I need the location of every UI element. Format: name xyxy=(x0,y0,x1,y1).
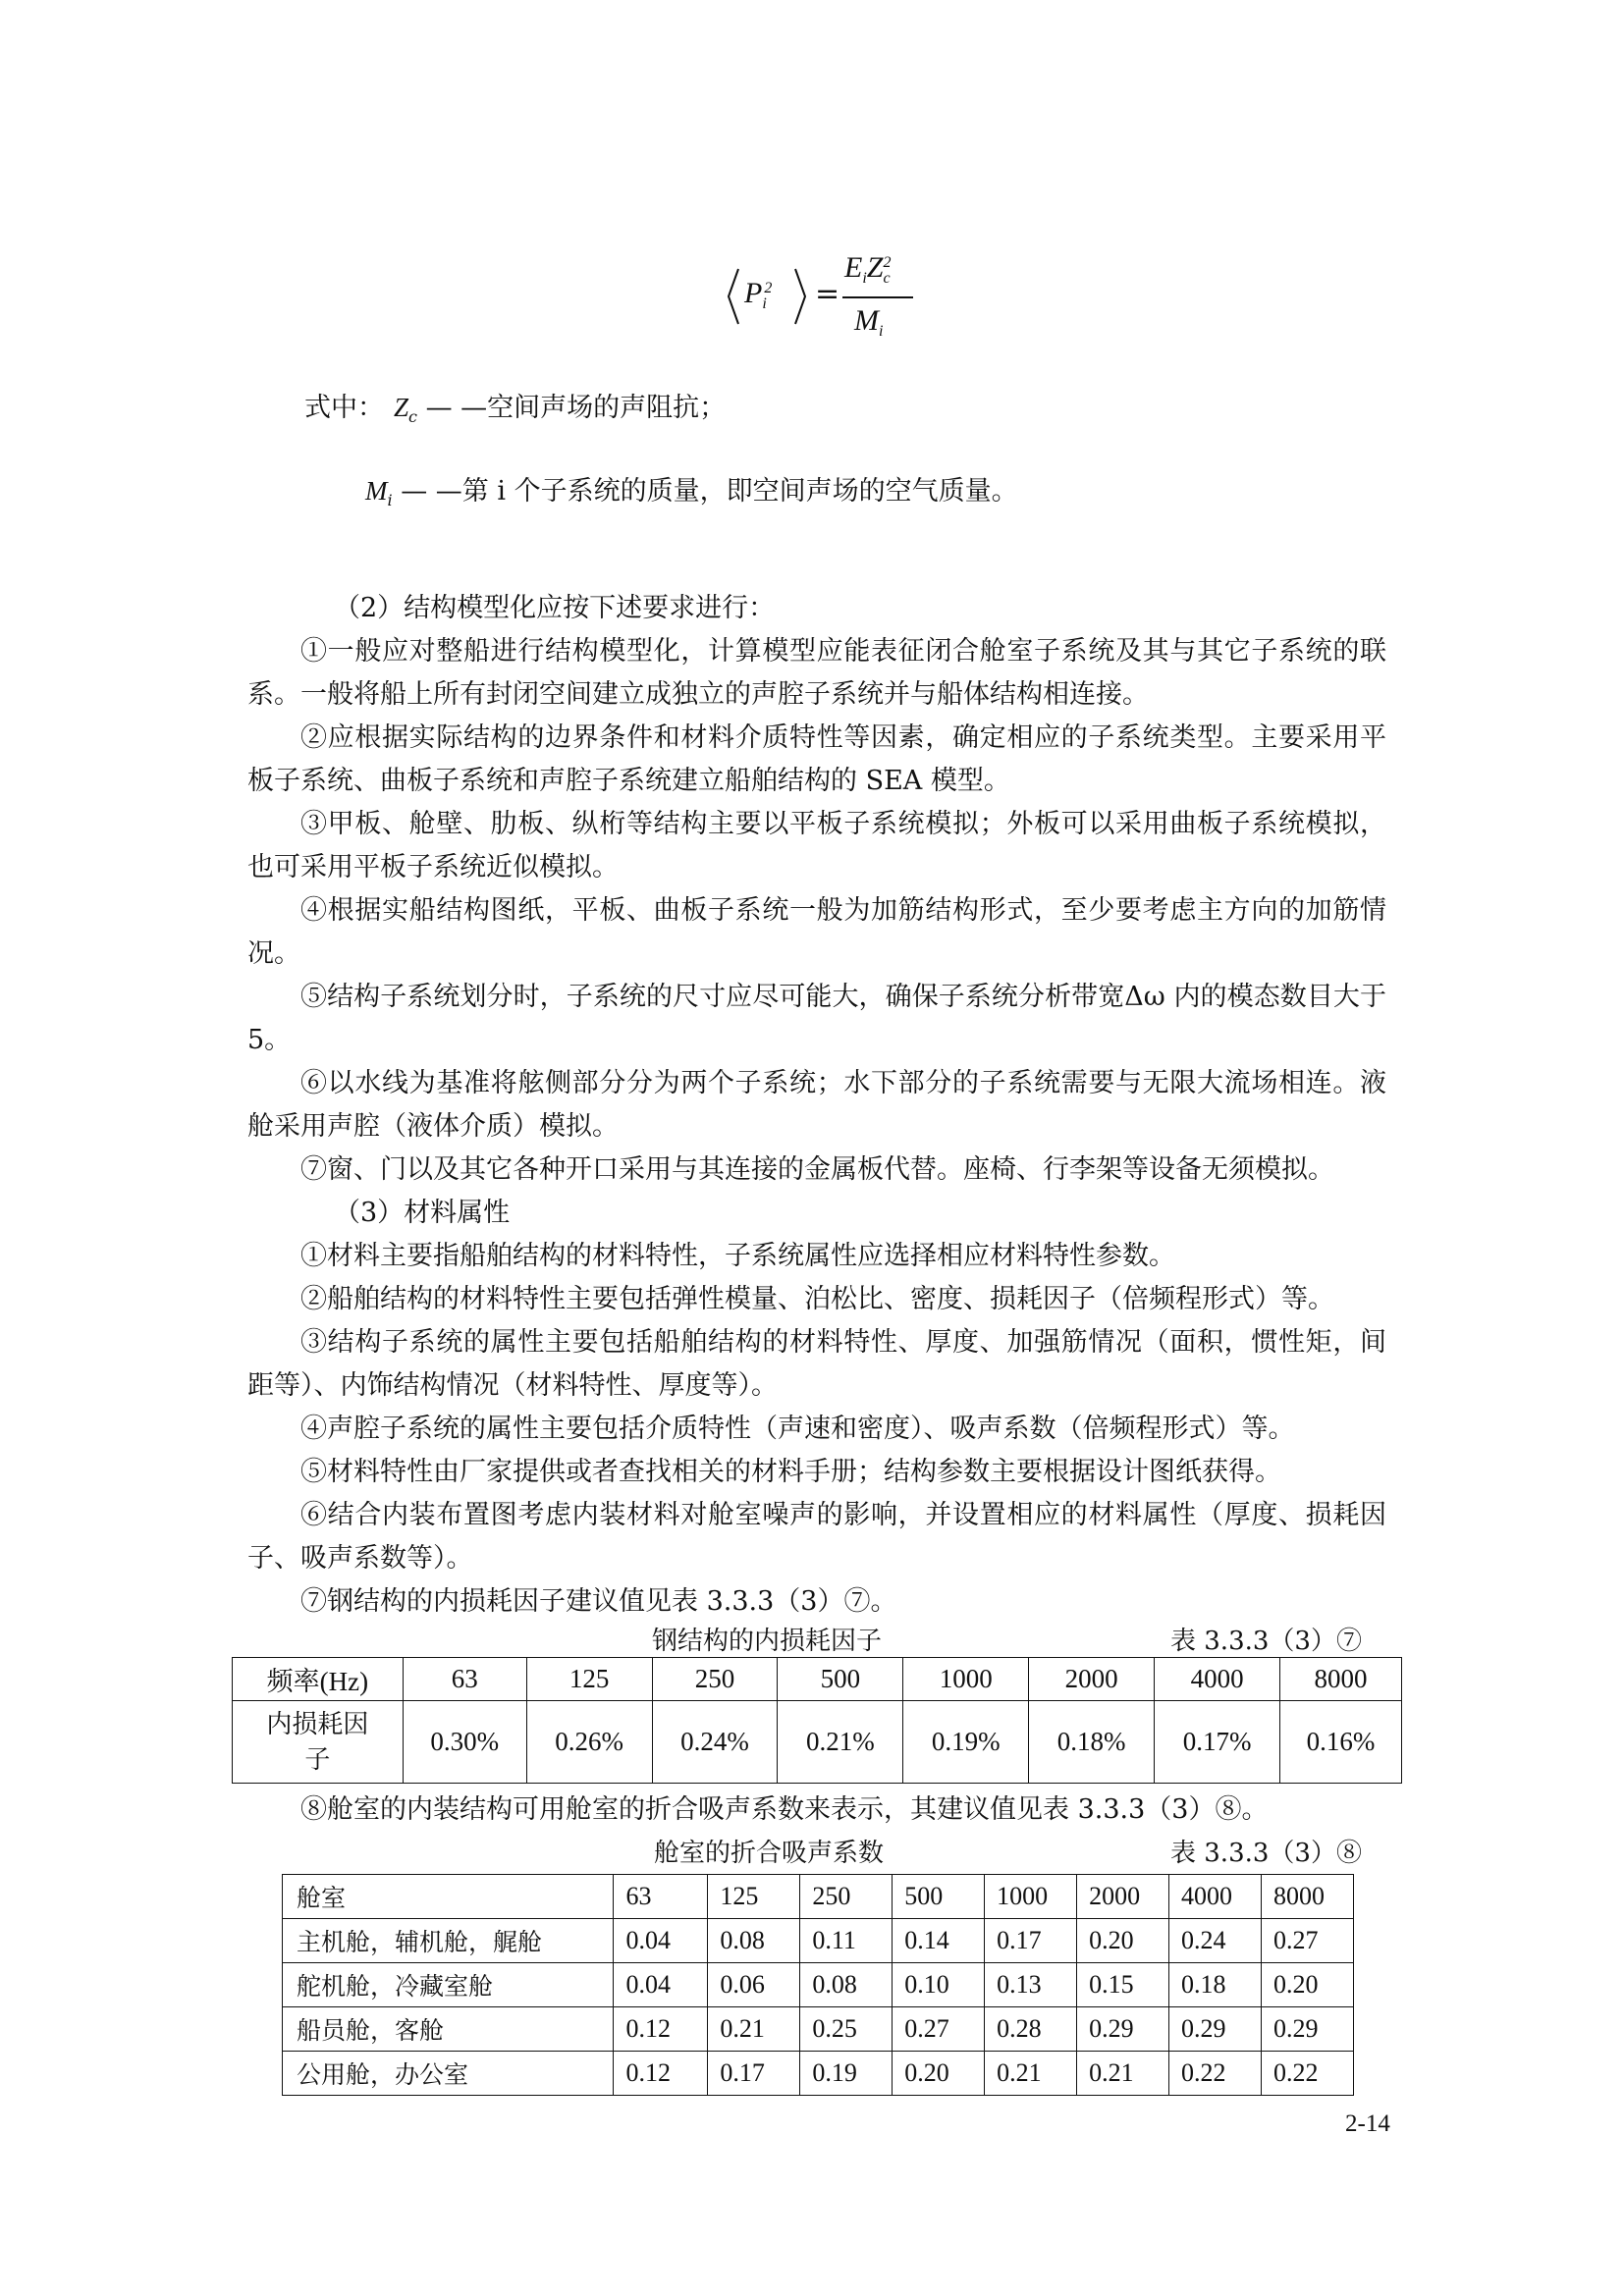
table-absorption xyxy=(282,1874,1354,2096)
section3-item-6: ⑥结合内装布置图考虑内装材料对舱室噪声的影响，并设置相应的材料属性（厚度、损耗因子、吸声系数等）。 xyxy=(247,1500,1386,1574)
page-number: 2-14 xyxy=(1345,2110,1390,2137)
section3-item-5: ⑤材料特性由厂家提供或者查找相关的材料手册；结构参数主要根据设计图纸获得。 xyxy=(300,1457,1281,1487)
table1-cell: 0.26% xyxy=(526,1701,652,1784)
table2-row xyxy=(283,1963,1354,2007)
table2-cell: 0.18 xyxy=(1169,1963,1262,2007)
section3-item-8: ⑧舱室的内装结构可用舱室的折合吸声系数来表示，其建议值见表 3.3.3（3）⑧。 xyxy=(300,1794,1269,1825)
table1-header-cell: 4000 xyxy=(1155,1658,1280,1701)
section2-item-3: ③甲板、舱壁、肋板、纵桁等结构主要以平板子系统模拟；外板可以采用曲板子系统模拟，也可采用平板子系统近似模拟。 xyxy=(247,809,1386,882)
table2-row-label: 船员舱，客舱 xyxy=(283,2007,614,2052)
definition-mi: $M_i$ — —第 i 个子系统的质量，即空间声场的空气质量。 xyxy=(365,476,1018,509)
table2-row-label: 舵机舱，冷藏室舱 xyxy=(283,1963,614,2007)
table1-header-cell: 63 xyxy=(403,1658,526,1701)
fraction-bar xyxy=(842,296,913,298)
table2-header-cell: 2000 xyxy=(1077,1875,1169,1919)
section2-item-1: ①一般应对整船进行结构模型化，计算模型应能表征闭合舱室子系统及其与其它子系统的联系。一般将船上所有封闭空间建立成独立的声腔子系统并与船体结构相连接。 xyxy=(247,636,1386,710)
table1-cell: 0.30% xyxy=(403,1701,526,1784)
table2-cell: 0.24 xyxy=(1169,1919,1262,1963)
table2-cell: 0.19 xyxy=(800,2052,893,2096)
table2-cell: 0.04 xyxy=(614,1919,708,1963)
section2-item-7: ⑦窗、门以及其它各种开口采用与其连接的金属板代替。座椅、行李架等设备无须模拟。 xyxy=(300,1154,1334,1185)
table1-cell: 0.16% xyxy=(1280,1701,1402,1784)
table2-header-cell: 舱室 xyxy=(283,1875,614,1919)
table2-header-cell: 1000 xyxy=(985,1875,1077,1919)
table2-cell: 0.27 xyxy=(1261,1919,1353,1963)
table2-cell: 0.12 xyxy=(614,2007,708,2052)
table2-header-cell: 8000 xyxy=(1261,1875,1353,1919)
table-loss-factor xyxy=(232,1657,1402,1784)
table2-header-cell: 63 xyxy=(614,1875,708,1919)
right-angle-bracket xyxy=(793,267,807,326)
table1-header-row xyxy=(233,1658,1402,1701)
table1-cell: 0.17% xyxy=(1155,1701,1280,1784)
table2-cell: 0.14 xyxy=(893,1919,985,1963)
table2-header-row xyxy=(283,1875,1354,1919)
table2-cell: 0.22 xyxy=(1169,2052,1262,2096)
table1-title: 钢结构的内损耗因子 xyxy=(652,1627,883,1656)
table1-row xyxy=(233,1701,1402,1784)
table2-cell: 0.20 xyxy=(1261,1963,1353,2007)
table2-row xyxy=(283,1919,1354,1963)
section3-item-3: ③结构子系统的属性主要包括船舶结构的材料特性、厚度、加强筋情况（面积，惯性矩，间距等）、内饰结构情况（材料特性、厚度等）。 xyxy=(247,1327,1386,1401)
table2-cell: 0.06 xyxy=(708,1963,800,2007)
table2-cell: 0.15 xyxy=(1077,1963,1169,2007)
table2-cell: 0.29 xyxy=(1077,2007,1169,2052)
table2-row-label: 主机舱，辅机舱，艉舱 xyxy=(283,1919,614,1963)
table1-number: 表 3.3.3（3）⑦ xyxy=(1170,1627,1362,1656)
table1-header-cell: 2000 xyxy=(1029,1658,1155,1701)
table2-header-cell: 125 xyxy=(708,1875,800,1919)
table2-cell: 0.25 xyxy=(800,2007,893,2052)
table2-header-cell: 250 xyxy=(800,1875,893,1919)
formula xyxy=(727,245,923,353)
table2-cell: 0.22 xyxy=(1261,2052,1353,2096)
table2-cell: 0.11 xyxy=(800,1919,893,1963)
section3-heading: （3）材料属性 xyxy=(334,1198,511,1228)
left-angle-bracket xyxy=(727,267,740,326)
definition-zc: 式中： $Z_c$ — —空间声场的声阻抗； xyxy=(304,393,727,426)
table1-header-cell: 8000 xyxy=(1280,1658,1402,1701)
formula-lhs: P $^2_i$ xyxy=(744,277,773,312)
table2-cell: 0.04 xyxy=(614,1963,708,2007)
table1-header-cell: 500 xyxy=(778,1658,903,1701)
table1-header-cell: 250 xyxy=(652,1658,778,1701)
table2-cell: 0.08 xyxy=(800,1963,893,2007)
table2-row xyxy=(283,2007,1354,2052)
table2-title: 舱室的折合吸声系数 xyxy=(654,1839,885,1868)
table2-cell: 0.21 xyxy=(1077,2052,1169,2096)
table2-cell: 0.17 xyxy=(985,1919,1077,1963)
table1-cell: 0.18% xyxy=(1029,1701,1155,1784)
table2-row xyxy=(283,2052,1354,2096)
section2-item-4: ④根据实船结构图纸，平板、曲板子系统一般为加筋结构形式，至少要考虑主方向的加筋情况。 xyxy=(247,895,1386,969)
section2-item-5: ⑤结构子系统划分时，子系统的尺寸应尽可能大，确保子系统分析带宽Δω 内的模态数目大于 5。 xyxy=(247,982,1386,1055)
table2-cell: 0.27 xyxy=(893,2007,985,2052)
table2-cell: 0.21 xyxy=(708,2007,800,2052)
table2-header-cell: 4000 xyxy=(1169,1875,1262,1919)
table2-number: 表 3.3.3（3）⑧ xyxy=(1170,1839,1362,1868)
table1-cell: 0.24% xyxy=(652,1701,778,1784)
section2-heading: （2）结构模型化应按下述要求进行： xyxy=(334,593,776,623)
section3-item-7: ⑦钢结构的内损耗因子建议值见表 3.3.3（3）⑦。 xyxy=(300,1586,897,1617)
table1-header-cell: 125 xyxy=(526,1658,652,1701)
table2-cell: 0.13 xyxy=(985,1963,1077,2007)
section2-item-6: ⑥以水线为基准将舷侧部分分为两个子系统；水下部分的子系统需要与无限大流场相连。液舱采用声腔（液体介质）模拟。 xyxy=(247,1068,1386,1142)
table2-row-label: 公用舱，办公室 xyxy=(283,2052,614,2096)
section2-item-2: ②应根据实际结构的边界条件和材料介质特性等因素，确定相应的子系统类型。主要采用平板子系统、曲板子系统和声腔子系统建立船舶结构的 SEA 模型。 xyxy=(247,722,1386,796)
table2-cell: 0.12 xyxy=(614,2052,708,2096)
table1-cell: 0.21% xyxy=(778,1701,903,1784)
table2-cell: 0.17 xyxy=(708,2052,800,2096)
section3-item-4: ④声腔子系统的属性主要包括介质特性（声速和密度）、吸声系数（倍频程形式）等。 xyxy=(300,1414,1295,1444)
formula-equals: = xyxy=(815,277,840,311)
table2-header-cell: 500 xyxy=(893,1875,985,1919)
table1-header-cell: 1000 xyxy=(903,1658,1029,1701)
table2-cell: 0.20 xyxy=(893,2052,985,2096)
table2-cell: 0.29 xyxy=(1261,2007,1353,2052)
table2-cell: 0.08 xyxy=(708,1919,800,1963)
table2-cell: 0.20 xyxy=(1077,1919,1169,1963)
table2-cell: 0.28 xyxy=(985,2007,1077,2052)
formula-numerator: $E_iZ^2_c$ xyxy=(844,251,892,287)
formula-denominator: $M_i$ xyxy=(854,304,884,340)
table2-cell: 0.21 xyxy=(985,2052,1077,2096)
section3-item-1: ①材料主要指船舶结构的材料特性，子系统属性应选择相应材料特性参数。 xyxy=(300,1241,1175,1271)
table2-cell: 0.10 xyxy=(893,1963,985,2007)
table1-cell: 0.19% xyxy=(903,1701,1029,1784)
table1-header-cell: 频率(Hz) xyxy=(233,1658,404,1701)
section3-item-2: ②船舶结构的材料特性主要包括弹性模量、泊松比、密度、损耗因子（倍频程形式）等。 xyxy=(300,1284,1334,1314)
table2-cell: 0.29 xyxy=(1169,2007,1262,2052)
table1-row-label: 内损耗因 子 xyxy=(233,1701,404,1784)
